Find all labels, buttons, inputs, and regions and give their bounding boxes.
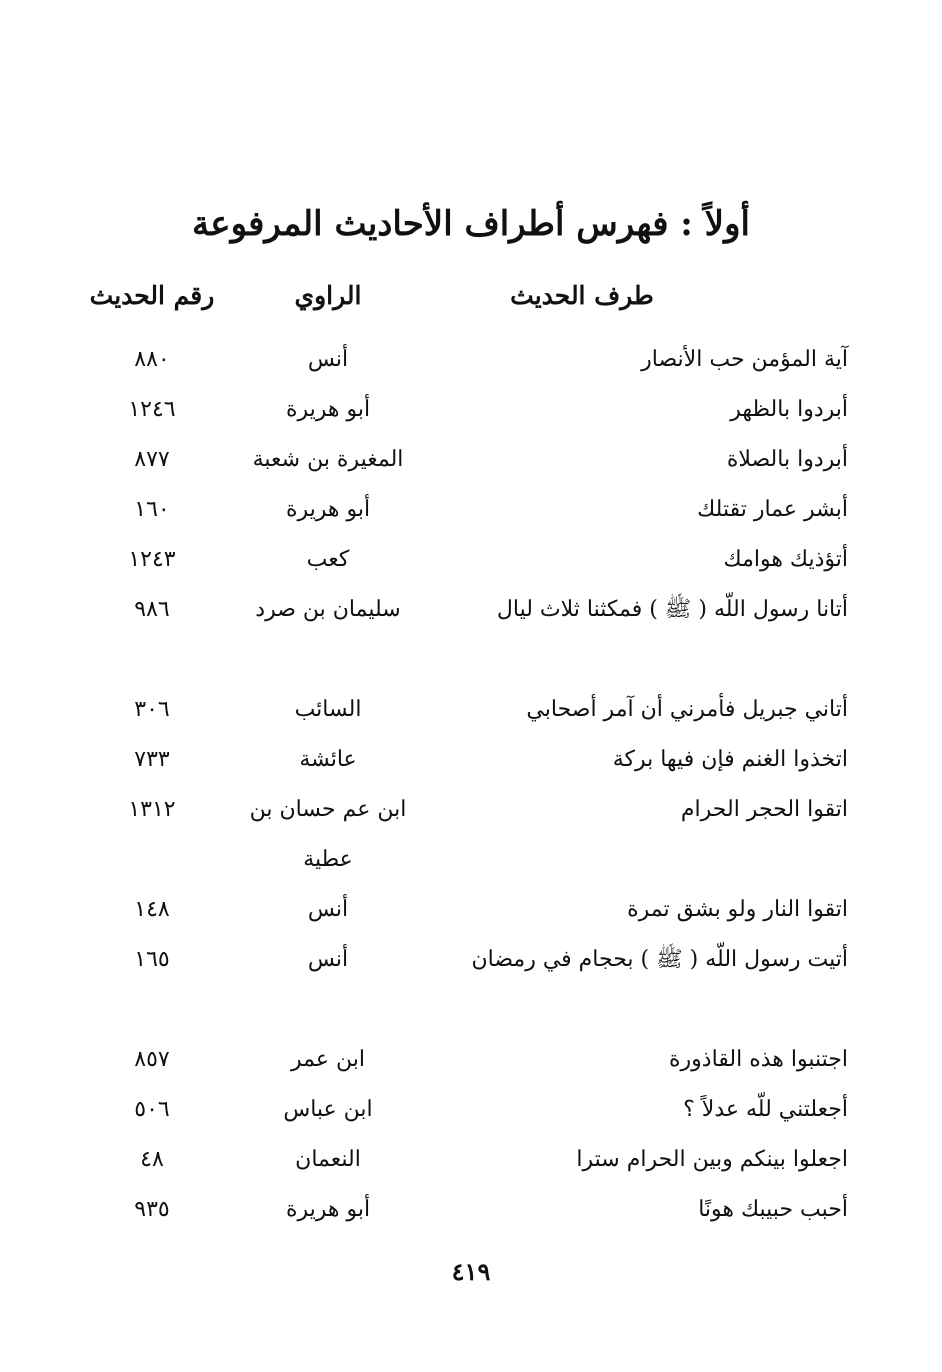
hadith-number: ٨٥٧ [134, 1047, 170, 1072]
hadith-term: أتيت رسول اللّه ( ﷺ ) بحجام في رمضان [471, 947, 848, 972]
table-row [0, 1185, 942, 1235]
table-row [0, 385, 942, 435]
hadith-term: أتانا رسول اللّه ( ﷺ ) فمكثنا ثلاث ليال [496, 597, 848, 622]
hadith-number: ٤٨ [140, 1147, 164, 1172]
index-title: أولاً : فهرس أطراف الأحاديث المرفوعة [192, 204, 750, 244]
hadith-term: أتؤذيك هوامك [723, 547, 848, 572]
page-number: ٤١٩ [451, 1257, 491, 1286]
hadith-term: اتقوا الحجر الحرام [680, 797, 848, 822]
hadith-term: اتقوا النار ولو بشق تمرة [627, 897, 848, 922]
narrator: المغيرة بن شعبة [252, 447, 404, 472]
hadith-number: ١٢٤٣ [128, 547, 176, 572]
table-row [0, 685, 942, 735]
narrator: سليمان بن صرد [255, 597, 401, 622]
table-row [0, 935, 942, 1035]
header-narrator: الراوي [294, 281, 362, 310]
hadith-term: أجعلتني للّه عدلاً ؟ [683, 1097, 848, 1122]
header-hadith-term: طرف الحديث [510, 281, 654, 310]
hadith-number: ٨٨٠ [134, 347, 170, 372]
table-row [0, 485, 942, 535]
hadith-number: ١٣١٢ [128, 797, 176, 822]
table-row [0, 1135, 942, 1185]
narrator: ابن عباس [283, 1097, 373, 1122]
hadith-number: ٧٣٣ [134, 747, 170, 772]
narrator: أبو هريرة [285, 397, 371, 422]
narrator: أبو هريرة [285, 1197, 371, 1222]
hadith-term: أبردوا بالصلاة [726, 447, 848, 472]
narrator: أبو هريرة [285, 497, 371, 522]
hadith-number: ٥٠٦ [134, 1097, 170, 1122]
hadith-term: أبردوا بالظهر [730, 397, 848, 422]
index-table [0, 335, 942, 1235]
hadith-number: ٨٧٧ [134, 447, 170, 472]
hadith-number: ٩٣٥ [134, 1197, 170, 1222]
narrator: النعمان [295, 1147, 361, 1172]
hadith-number: ٣٠٦ [134, 697, 170, 722]
hadith-term: أحبب حبيبك هونًا [698, 1197, 848, 1222]
table-row [0, 885, 942, 935]
table-row [0, 435, 942, 485]
hadith-term: اجتنبوا هذه القاذورة [669, 1047, 848, 1072]
table-row [0, 785, 942, 885]
hadith-number: ١٦٠ [134, 497, 170, 522]
narrator: كعب [306, 547, 350, 572]
hadith-term: آية المؤمن حب الأنصار [641, 347, 848, 372]
narrator: ابن عم حسان بن عطية [249, 797, 407, 872]
hadith-term: أتاني جبريل فأمرني أن آمر أصحابي [526, 697, 848, 722]
narrator: عائشة [299, 747, 357, 772]
table-row [0, 335, 942, 385]
table-row [0, 1085, 942, 1135]
table-row [0, 585, 942, 685]
hadith-term: أبشر عمار تقتلك [697, 497, 848, 522]
hadith-number: ١٤٨ [134, 897, 170, 922]
table-row [0, 535, 942, 585]
narrator: أنس [307, 347, 349, 372]
table-row [0, 1035, 942, 1085]
header-hadith-number: رقم الحديث [89, 281, 215, 310]
hadith-term: اجعلوا بينكم وبين الحرام سترا [576, 1147, 848, 1172]
narrator: أنس [307, 947, 349, 972]
table-row [0, 735, 942, 785]
narrator: أنس [307, 897, 349, 922]
narrator: السائب [294, 697, 362, 722]
hadith-term: اتخذوا الغنم فإن فيها بركة [612, 747, 848, 772]
narrator: ابن عمر [291, 1047, 365, 1072]
hadith-number: ٩٨٦ [134, 597, 170, 622]
hadith-number: ١٢٤٦ [128, 397, 176, 422]
hadith-number: ١٦٥ [134, 947, 170, 972]
